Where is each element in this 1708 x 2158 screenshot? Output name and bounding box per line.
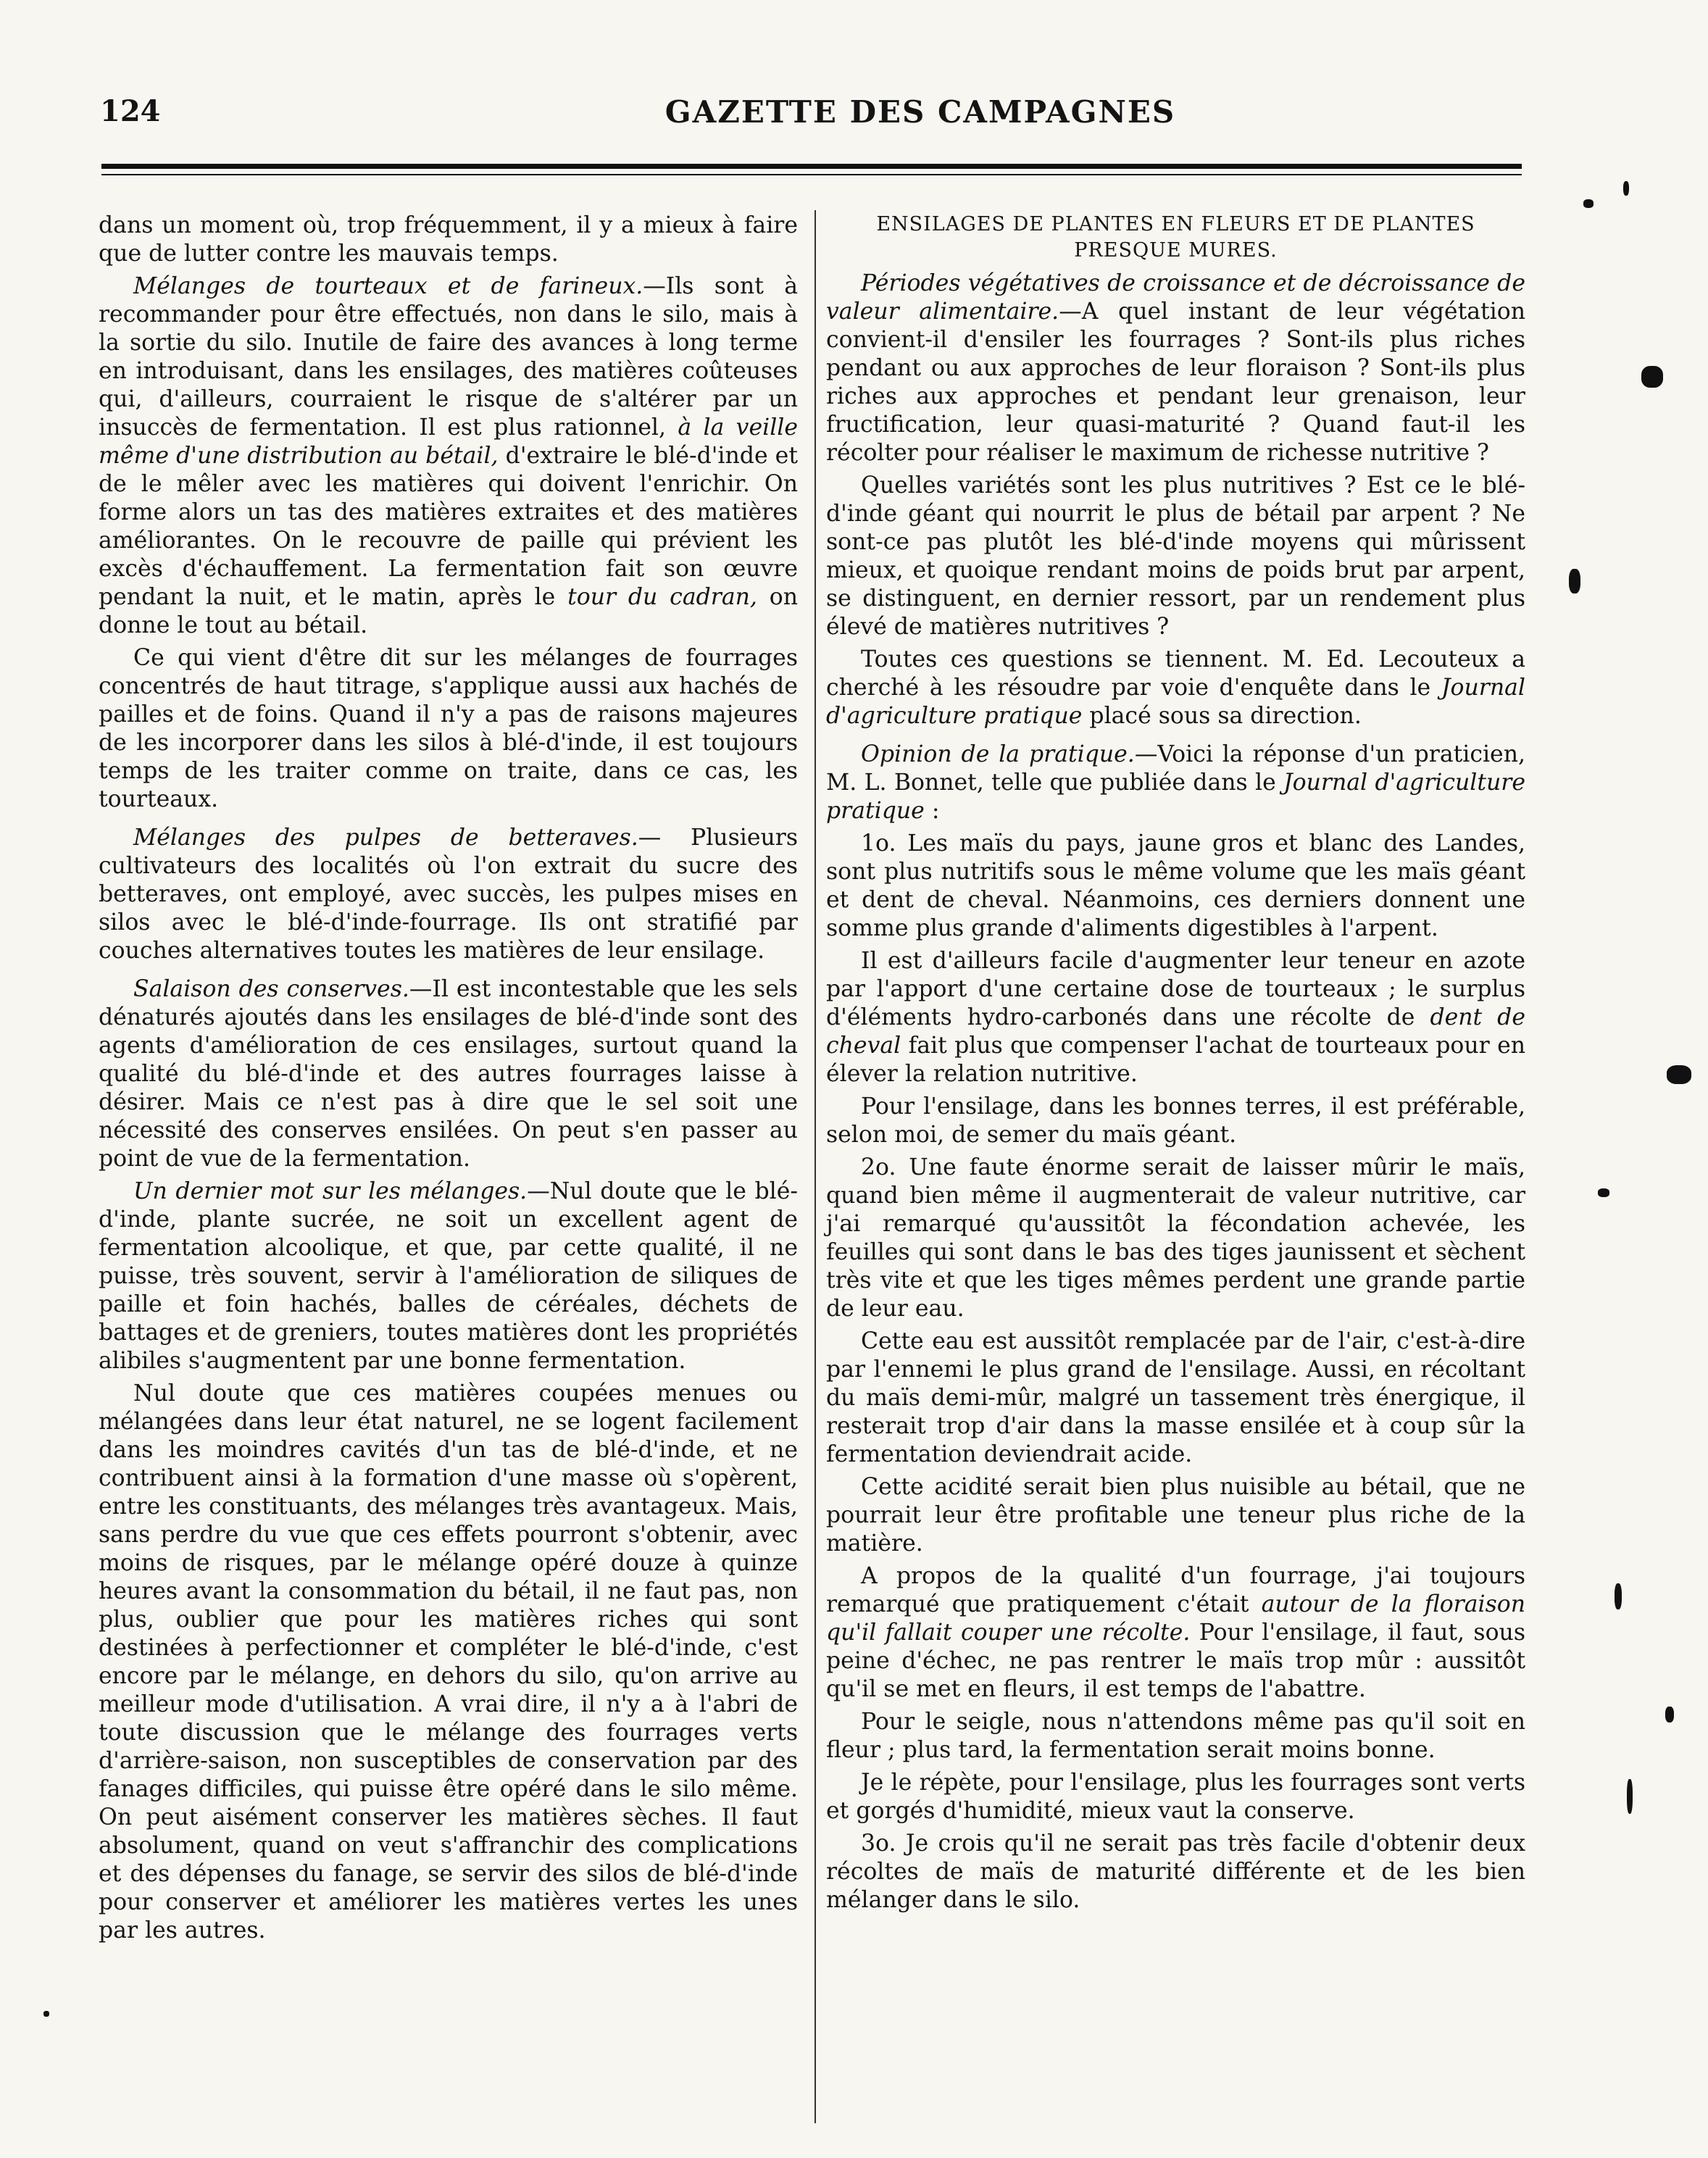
paragraph: dans un moment où, trop fréquemment, il y a mieux à faire que de lutter contre les mauvais temps. (99, 212, 798, 267)
section-title: Périodes végétatives de croissance et de décroissance de valeur alimentaire. (826, 270, 1525, 325)
scan-speck (1623, 181, 1629, 196)
paragraph: 3o. Je crois qu'il ne serait pas très facile d'obtenir deux récoltes de maïs de maturité différente et de les bien mélanger dans le silo. (826, 1830, 1525, 1913)
paragraph: Je le répète, pour l'ensilage, plus les fourrages sont verts et gorgés d'humidité, mieux vaut la conserve. (826, 1770, 1525, 1824)
running-title: GAZETTE DES CAMPAGNES (665, 94, 1176, 130)
section-heading: ENSILAGES DE PLANTES EN FLEURS ET DE PLANTES PRESQUE MURES. (876, 213, 1475, 262)
scan-speck (1667, 1065, 1691, 1084)
scan-speck (1615, 1583, 1622, 1609)
header-rule (101, 164, 1522, 169)
paragraph: 1o. Les maïs du pays, jaune gros et blanc des Landes, sont plus nutritifs sous le même volume que les maïs géant et dent de cheval. Néanmoins, ces derniers donnent une somme plus grande d'aliments digestibles à l'arpent. (826, 830, 1525, 941)
scan-speck (1627, 1779, 1633, 1814)
scan-speck (1583, 199, 1594, 208)
paragraph: Cette acidité serait bien plus nuisible au bétail, que ne pourrait leur être profitable une teneur plus riche de la matière. (826, 1474, 1525, 1557)
paragraph-dernier-mot: Un dernier mot sur les mélanges.—Nul doute que le blé-d'inde, plante sucrée, ne soit un excellent agent de fermentation alcoolique, et que, par cette qualité, il ne puisse, très souvent, servir à l'amélioration de siliques de paille et foin hachés, balles de céréales, déchets de battages et de greniers, toutes matières dont les propriétés alibiles s'augmentent par une bonne fermentation. (99, 1178, 798, 1374)
scan-speck (1569, 569, 1580, 593)
paragraph: Cette eau est aussitôt remplacée par de l'air, c'est-à-dire par l'ennemi le plus grand de l'ensilage. Aussi, en récoltant du maïs demi-mûr, malgré un tassement très énergique, il resterait trop d'air dans la masse ensilée et à coup sûr la fermentation deviendrait acide. (826, 1328, 1525, 1467)
paragraph: Quelles variétés sont les plus nutritives ? Est ce le blé-d'inde géant qui nourrit le plus de bétail par arpent ? Ne sont-ce pas plutôt les blé-d'inde moyens qui mûrissent mieux, et quoique rendant moins de poids brut par arpent, se distinguent, en dernier ressort, par un rendement plus élevé de matières nutritives ? (826, 472, 1525, 640)
left-column (99, 212, 798, 1949)
paragraph: Pour l'ensilage, dans les bonnes terres, il est préférable, selon moi, de semer du maïs géant. (826, 1093, 1525, 1148)
scan-speck (43, 2011, 49, 2017)
paragraph-tourteaux: Mélanges de tourteaux et de farineux.—Ils sont à recommander pour être effectués, non dans le silo, mais à la sortie du silo. Inutile de faire des avances à long terme en introduisant, dans les ensilages, des matières coûteuses qui, d'ailleurs, courraient le risque de s'altérer par un insuccès de fermentation. Il est plus rationnel, à la veille même d'une distribution au bétail, d'extraire le blé-d'inde et de le mêler avec les matières qui doivent l'enrichir. On forme alors un tas des matières extraites et des matières améliorantes. On le recouvre de paille qui prévient les excès d'échauffement. La fermentation fait son œuvre pendant la nuit, et le matin, après le tour du cadran, on donne le tout au bétail. (99, 273, 798, 638)
paragraph-salaison: Salaison des conserves.—Il est incontestable que les sels dénaturés ajoutés dans les ensilages de blé-d'inde sont des agents d'amélioration de ces ensilages, surtout quand la qualité du blé-d'inde et des autres fourrages laisse à désirer. Mais ce n'est pas à dire que le sel soit une nécessité des conserves ensilées. On peut s'en passer au point de vue de la fermentation. (99, 976, 799, 1172)
section-title: Opinion de la pratique. (861, 741, 1135, 767)
paragraph: Pour le seigle, nous n'attendons même pas qu'il soit en fleur ; plus tard, la fermentation serait moins bonne. (826, 1709, 1525, 1763)
paragraph: Il est d'ailleurs facile d'augmenter leur teneur en azote par l'apport d'une certaine dose de tourteaux ; le surplus d'éléments hydro-carbonés dans une récolte de dent de cheval fait plus que compenser l'achat de tourteaux pour en élever la relation nutritive. (826, 948, 1525, 1087)
paragraph: Nul doute que ces matières coupées menues ou mélangées dans leur état naturel, ne se logent facilement dans les moindres cavités d'un tas de blé-d'inde, et ne contribuent ainsi à la formation d'une masse où s'opèrent, entre les constituants, des mélanges très avantageux. Mais, sans perdre du vue que ces effets pourront s'obtenir, avec moins de risques, par le mélange opéré douze à quinze heures avant la consommation du bétail, il ne faut pas, non plus, oublier que pour les matières riches qui sont destinées à perfectionner et compléter le blé-d'inde, c'est encore par le mélange, en dehors du silo, qu'on arrive au meilleur mode d'utilisation. A vrai dire, il n'y a à l'abri de toute discussion que le mélange des fourrages verts d'arrière-saison, non susceptibles de conservation par des fanages difficiles, qui puisse être opéré dans le silo même. On peut aisément conserver les matières sèches. Il faut absolument, quand on veut s'affranchir des complications et des dépenses du fanage, se servir des silos de blé-d'inde pour conserver et améliorer les matières vertes les unes par les autres. (99, 1380, 798, 1944)
scan-speck (1665, 1707, 1674, 1722)
paragraph: Ce qui vient d'être dit sur les mélanges de fourrages concentrés de haut titrage, s'applique aussi aux hachés de pailles et de foins. Quand il n'y a pas de raisons majeures de les incorporer dans les silos à blé-d'inde, il est toujours temps de les traiter comme on traite, dans ce cas, les tourteaux. (99, 645, 798, 812)
section-title: Mélanges de tourteaux et de farineux. (133, 273, 643, 299)
page-number: 124 (100, 94, 161, 128)
scan-speck (1598, 1188, 1609, 1197)
column-divider (815, 210, 816, 2123)
scan-speck (1641, 366, 1663, 388)
paragraph: A propos de la qualité d'un fourrage, j'ai toujours remarqué que pratiquement c'était autour de la floraison qu'il fallait couper une récolte. Pour l'ensilage, il faut, sous peine d'échec, ne pas rentrer le maïs trop mûr : aussitôt qu'il se met en fleurs, il est temps de l'abattre. (826, 1563, 1526, 1702)
paragraph: Toutes ces questions se tiennent. M. Ed. Lecouteux a cherché à les résoudre par voie d'enquête dans le Journal d'agriculture pratique placé sous sa direction. (826, 646, 1525, 729)
paragraph-opinion: Opinion de la pratique.—Voici la réponse d'un praticien, M. L. Bonnet, telle que publiée dans le Journal d'agriculture pratique : (826, 741, 1526, 824)
section-title: Mélanges des pulpes de betteraves. (133, 825, 638, 851)
paragraph-periodes: Périodes végétatives de croissance et de décroissance de valeur alimentaire.—A quel instant de leur végétation convient-il d'ensiler les fourrages ? Sont-ils plus riches pendant ou aux approches de leur floraison ? Sont-ils plus riches aux approches et pendant leur grenaison, leur fructification, leur quasi-maturité ? Quand faut-il les récolter pour réaliser le maximum de richesse nutritive ? (826, 270, 1525, 466)
header-rule-thin (101, 174, 1522, 175)
section-title: Un dernier mot sur les mélanges. (133, 1178, 528, 1204)
paragraph: 2o. Une faute énorme serait de laisser mûrir le maïs, quand bien même il augmenterait de valeur nutritive, car j'ai remarqué qu'aussitôt la fécondation achevée, les feuilles qui sont dans le bas des tiges jaunissent et sèchent très vite et que les tiges mêmes perdent une grande partie de leur eau. (826, 1154, 1525, 1322)
paragraph-pulpes: Mélanges des pulpes de betteraves.— Plusieurs cultivateurs des localités où l'on extrait du sucre des betteraves, ont employé, avec succès, les pulpes mises en silos avec le blé-d'inde-fourrage. Ils ont stratifié par couches alternatives toutes les matières de leur ensilage. (99, 825, 798, 964)
section-title: Salaison des conserves. (133, 976, 409, 1002)
right-column (826, 212, 1525, 1919)
